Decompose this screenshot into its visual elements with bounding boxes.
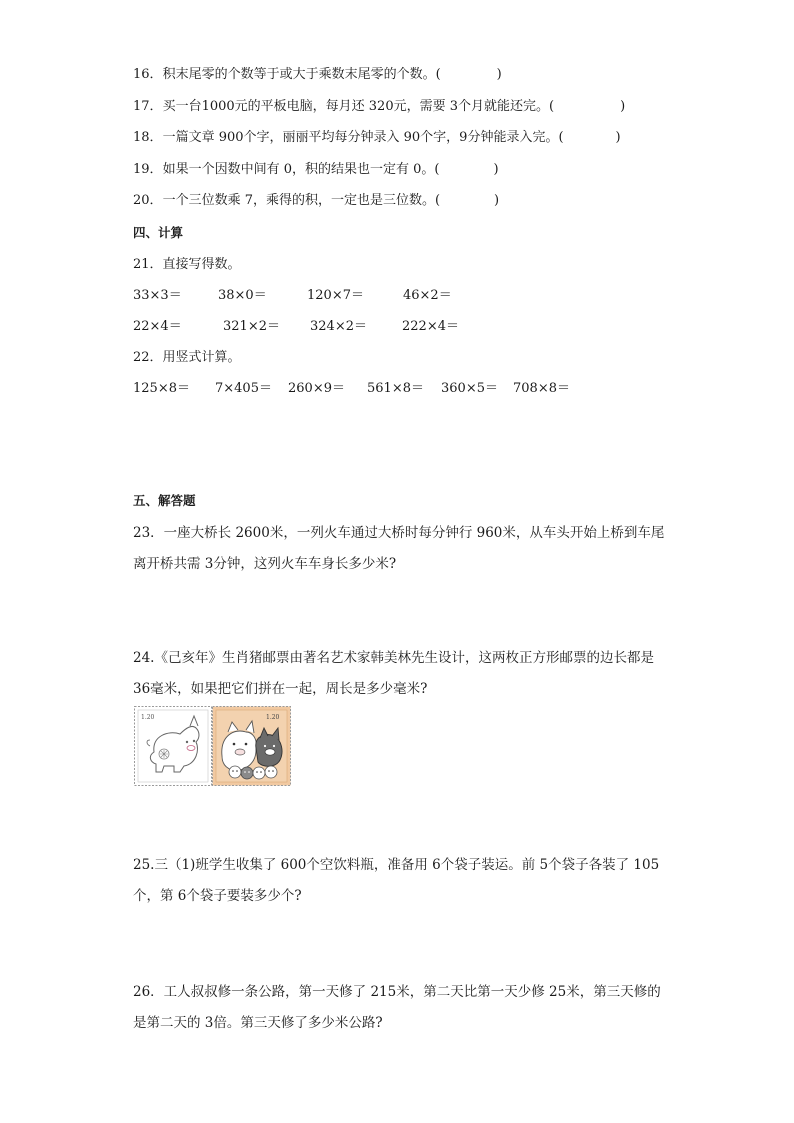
zodiac-pig-stamps-image	[134, 706, 291, 786]
calc-item: 120×7＝	[307, 288, 364, 303]
calc-item: 222×4＝	[402, 319, 459, 334]
stamp-right-value: 1.20	[266, 714, 280, 721]
calc-item: 260×9＝	[288, 381, 345, 396]
calc-item: 38×0＝	[218, 288, 267, 303]
question-18: 18．一篇文章 900个字，丽丽平均每分钟录入 90个字，9分钟能录入完。( )	[133, 130, 621, 145]
calc-row-2	[133, 318, 693, 336]
question-17: 17．买一台1000元的平板电脑，每月还 320元，需要 3个月就能还完。( )	[133, 99, 626, 114]
section-5-heading: 五、解答题	[133, 493, 196, 508]
section-4-heading: 四、计算	[133, 225, 184, 240]
question-24: 24.《己亥年》生肖猪邮票由著名艺术家韩美林先生设计，这两枚正方形邮票的边长都是 36毫米，如果把它们拼在一起，周长是多少毫米?	[133, 650, 654, 697]
calc-item: 708×8＝	[513, 381, 570, 396]
stamp-right	[213, 707, 291, 786]
question-20: 20．一个三位数乘 7，乘得的积，一定也是三位数。( )	[133, 193, 500, 208]
question-22: 22．用竖式计算。	[133, 350, 241, 365]
calc-item: 360×5＝	[441, 381, 498, 396]
question-16: 16．积末尾零的个数等于或大于乘数末尾零的个数。( )	[133, 67, 502, 82]
calc-item: 22×4＝	[133, 319, 182, 334]
calc-row-3	[133, 380, 693, 398]
question-26: 26．工人叔叔修一条公路，第一天修了 215米，第二天比第一天少修 25米，第三天修的是第二天的 3倍。第三天修了多少米公路?	[133, 984, 661, 1031]
calc-item: 7×405＝	[215, 381, 272, 396]
calc-item: 324×2＝	[310, 319, 367, 334]
question-21: 21．直接写得数。	[133, 257, 241, 272]
calc-row-1	[133, 287, 693, 305]
calc-item: 46×2＝	[403, 288, 452, 303]
stamp-left-value: 1.20	[141, 714, 155, 721]
question-25: 25.三（1)班学生收集了 600个空饮料瓶，准备用 6个袋子装运。前 5个袋子各装了 105个，第 6个袋子要装多少个?	[133, 857, 660, 904]
stamp-left	[135, 707, 212, 786]
calc-item: 321×2＝	[223, 319, 280, 334]
question-19: 19．如果一个因数中间有 0，积的结果也一定有 0。( )	[133, 162, 499, 177]
calc-item: 125×8＝	[133, 381, 190, 396]
question-23: 23．一座大桥长 2600米，一列火车通过大桥时每分钟行 960米，从车头开始上桥到车尾离开桥共需 3分钟，这列火车车身长多少米?	[133, 525, 665, 572]
calc-item: 561×8＝	[367, 381, 424, 396]
calc-item: 33×3＝	[133, 288, 182, 303]
